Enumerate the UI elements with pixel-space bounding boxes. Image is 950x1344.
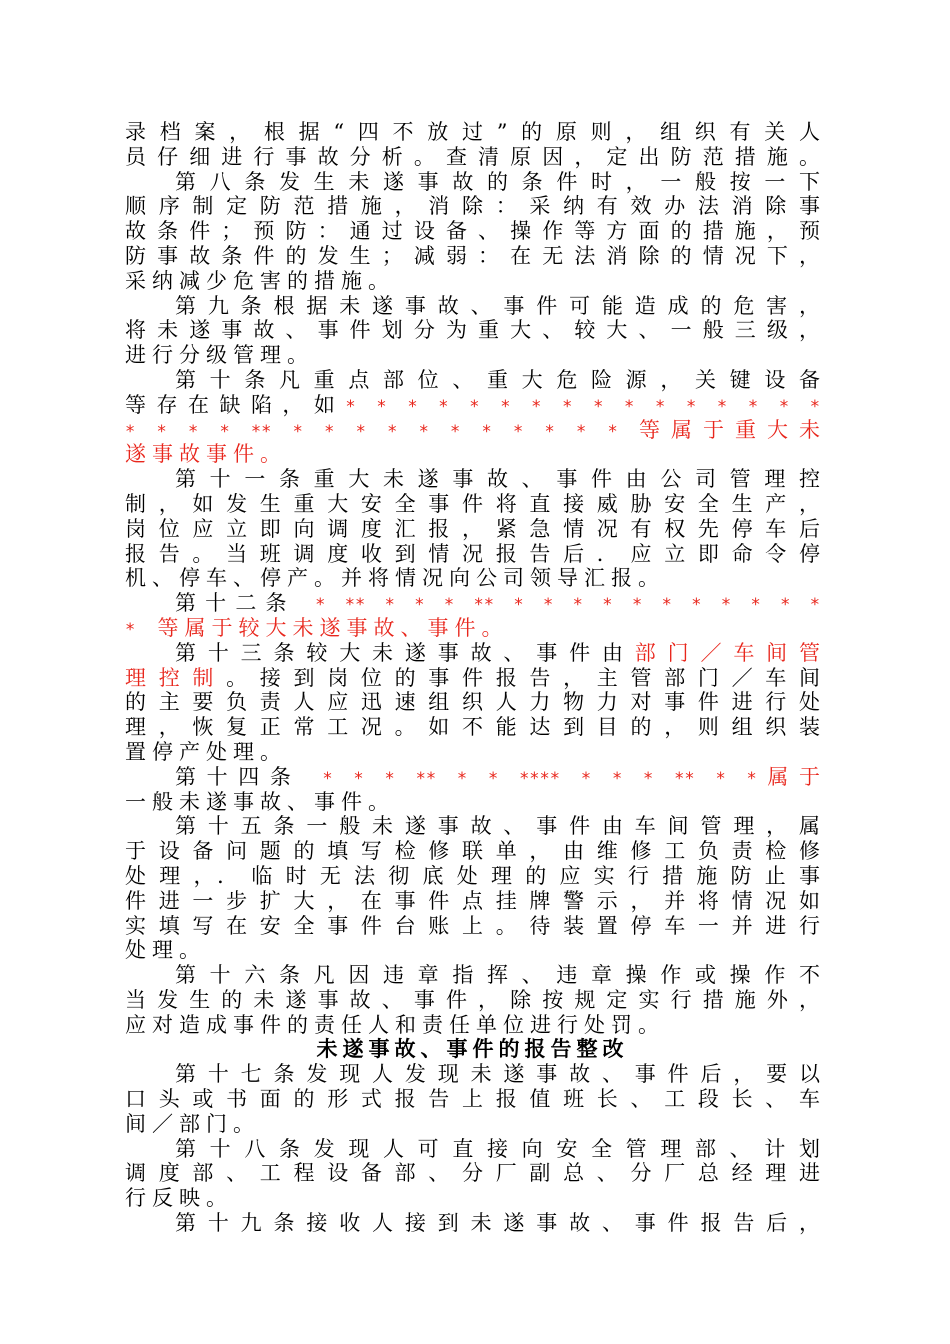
- text-line: [125, 790, 820, 815]
- text-line: [125, 666, 820, 691]
- highlighted-text: 等属于重大未: [638, 417, 820, 442]
- text-line: [125, 616, 820, 641]
- text-line: [125, 120, 820, 145]
- text-line: [125, 1161, 820, 1186]
- body-text: 于设备问题的填写检修联单，由维修工负责检修: [125, 839, 820, 864]
- body-text: 采纳减少危害的措施。: [125, 268, 395, 293]
- body-text: 应对造成事件的责任人和责任单位进行处罚。: [125, 1012, 665, 1037]
- text-line: [125, 244, 820, 269]
- text-line: [125, 418, 820, 443]
- text-line: [125, 1186, 820, 1211]
- text-line: [125, 690, 820, 715]
- body-text: 岗位应立即向调度汇报，紧急情况有权先停车后: [125, 516, 820, 541]
- body-text: 当发生的未遂事故、事件，除按规定实行措施外，: [125, 987, 820, 1012]
- text-line: [125, 740, 820, 765]
- text-line: [125, 294, 820, 319]
- text-line: [125, 839, 820, 864]
- body-text: 件进一步扩大，在事件点挂牌警示，并将情况如: [125, 888, 820, 913]
- body-text: 第十九条接收人接到未遂事故、事件报告后，: [175, 1211, 820, 1236]
- body-text: 第九条根据未遂事故、事件可能造成的危害，: [175, 293, 820, 318]
- body-text: 置停产处理。: [125, 739, 287, 764]
- body-text: 调度部、工程设备部、分厂副总、分厂总经理进: [125, 1161, 820, 1186]
- body-text: 等存在缺陷，如: [125, 392, 346, 417]
- body-text: 一般未遂事故、事件。: [125, 789, 395, 814]
- body-text: 机、停车、停产。并将情况向公司领导汇报。: [125, 566, 665, 591]
- body-text: 第十七条发现人发现未遂事故、事件后，要以: [175, 1062, 820, 1087]
- text-line: [125, 467, 820, 492]
- body-text: 制，如发生重大安全事件将直接威胁安全生产，: [125, 491, 820, 516]
- text-line: [125, 219, 820, 244]
- document-page: [125, 120, 820, 1236]
- body-text: 第十四条: [175, 764, 302, 789]
- text-line: [125, 1062, 820, 1087]
- text-line: [125, 318, 820, 343]
- highlighted-text: * ** * * * ** * * * * * * * * * * *: [295, 595, 820, 616]
- highlighted-text: 部门／车间管: [634, 640, 820, 665]
- text-line: [125, 765, 820, 790]
- body-text: 未遂事故、事件的报告整改: [316, 1037, 629, 1062]
- body-text: 第十二条: [175, 591, 296, 616]
- highlighted-text: * * * * ** * * * * * * * * * * *: [125, 421, 639, 442]
- text-line: [125, 194, 820, 219]
- body-text: 处理，．临时无法彻底处理的应实行措施防止事: [125, 863, 820, 888]
- body-text: 第十条凡重点部位、重大危险源，关键设备: [175, 367, 820, 392]
- text-line: [125, 393, 820, 418]
- text-line: [125, 442, 820, 467]
- body-text: 第十五条一般未遂事故、事件由车间管理，属: [175, 814, 820, 839]
- body-text: 第八条发生未遂事故的条件时，一般按一下: [175, 169, 820, 194]
- text-line: [125, 641, 820, 666]
- body-text: 故条件；预防：通过设备、操作等方面的措施，预: [125, 219, 820, 244]
- body-text: 实填写在安全事件台账上。待装置停车一并进行: [125, 913, 820, 938]
- body-text: 第十六条凡因违章指挥、违章操作或操作不: [175, 963, 820, 988]
- body-text: 口头或书面的形式报告上报值班长、工段长、车: [125, 1087, 820, 1112]
- text-line: [125, 170, 820, 195]
- text-line: [125, 814, 820, 839]
- text-line: [125, 715, 820, 740]
- section-heading: [125, 1037, 820, 1062]
- body-text: 进行分级管理。: [125, 343, 314, 368]
- highlighted-text: 理控制: [125, 665, 227, 690]
- highlighted-text: 遂事故事件。: [125, 442, 287, 467]
- text-line: [125, 914, 820, 939]
- text-line: [125, 368, 820, 393]
- highlighted-text: 属于: [756, 764, 820, 789]
- text-line: [125, 1112, 820, 1137]
- body-text: 。接到岗位的事件报告，主管部门／车间: [226, 665, 820, 690]
- text-line: [125, 517, 820, 542]
- body-text: 间／部门。: [125, 1111, 260, 1136]
- text-line: [125, 1211, 820, 1236]
- text-line: [125, 343, 820, 368]
- body-text: 将未遂事故、事件划分为重大、较大、一般三级，: [125, 318, 820, 343]
- highlighted-text: * * * * * * * * * * * * * * * *: [345, 396, 820, 417]
- text-line: [125, 963, 820, 988]
- text-line: [125, 542, 820, 567]
- body-text: 第十三条较大未遂事故、事件由: [175, 640, 635, 665]
- body-text: 防事故条件的发生；减弱：在无法消除的情况下，: [125, 243, 820, 268]
- body-text: 处理。: [125, 938, 206, 963]
- body-text: 录档案，根据“四不放过”的原则，组织有关人: [125, 120, 820, 144]
- highlighted-text: 等属于较大未遂事故、事件。: [157, 615, 509, 640]
- highlighted-text: * * * ** * * **** * * * ** * *: [301, 768, 757, 789]
- text-line: [125, 1087, 820, 1112]
- text-line: [125, 1013, 820, 1038]
- text-line: [125, 269, 820, 294]
- body-text: 的主要负责人应迅速组织人力物力对事件进行处: [125, 690, 820, 715]
- text-line: [125, 938, 820, 963]
- body-text: 行反映。: [125, 1186, 233, 1211]
- text-line: [125, 145, 820, 170]
- text-line: [125, 566, 820, 591]
- body-text: 报告。当班调度收到情况报告后．应立即命令停: [125, 541, 820, 566]
- text-line: [125, 889, 820, 914]
- body-text: 理，恢复正常工况。如不能达到目的，则组织装: [125, 715, 820, 740]
- body-text: 第十八条发现人可直接向安全管理部、计划: [175, 1136, 820, 1161]
- text-line: [125, 864, 820, 889]
- text-line: [125, 591, 820, 616]
- text-line: [125, 988, 820, 1013]
- text-line: [125, 492, 820, 517]
- highlighted-text: *: [125, 619, 158, 640]
- body-text: 第十一条重大未遂事故、事件由公司管理控: [175, 467, 820, 492]
- text-line: [125, 1137, 820, 1162]
- body-text: 顺序制定防范措施，消除：采纳有效办法消除事: [125, 194, 820, 219]
- body-text: 员仔细进行事故分析。查清原因，定出防范措施。: [125, 144, 820, 169]
